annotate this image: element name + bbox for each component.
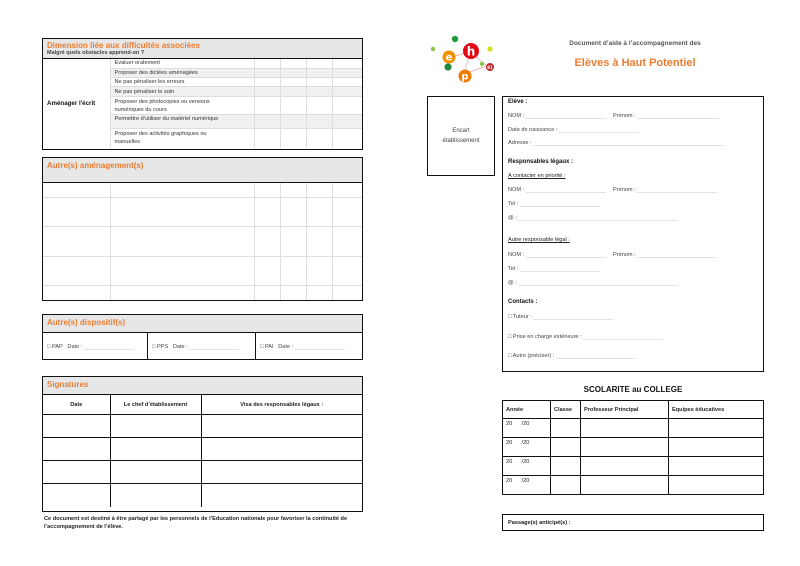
check-cell[interactable]: [306, 285, 332, 300]
signatures-table: [43, 394, 362, 507]
check-cell[interactable]: [280, 198, 306, 227]
annee-cell[interactable]: 20 /20: [503, 476, 551, 495]
scolarite-row: [503, 419, 764, 438]
date-field[interactable]: [84, 343, 134, 350]
email-label: @ :: [508, 280, 517, 286]
check-cell[interactable]: [254, 115, 280, 128]
check-cell[interactable]: [332, 128, 362, 148]
contacts-heading: Contacts :: [508, 299, 538, 305]
check-cell[interactable]: [306, 78, 332, 87]
check-cell[interactable]: [332, 68, 362, 77]
tuteur-field[interactable]: [533, 313, 613, 320]
encart-line1: Encart: [452, 128, 470, 134]
scolarite-row: [503, 476, 764, 495]
dispositif-label: PPS: [156, 344, 169, 350]
amenagement-item: Proposer des dictées aménagées: [110, 68, 254, 77]
date-field[interactable]: [295, 343, 345, 350]
equipes-cell[interactable]: [669, 476, 764, 495]
eleve-heading: Elève :: [508, 99, 528, 105]
row-label: Aménager l'écrit: [43, 59, 110, 148]
classe-cell[interactable]: [551, 476, 581, 495]
check-cell[interactable]: [254, 78, 280, 87]
column-header-annee: Année: [503, 401, 551, 419]
check-cell[interactable]: [306, 59, 332, 68]
document-title: Elèves à Haut Potentiel: [574, 57, 696, 69]
dimension-subtitle: Malgré quels obstacles apprend-on ?: [47, 50, 145, 56]
svg-text:91: 91: [487, 65, 493, 70]
autres-amenagements-header: [43, 158, 362, 183]
classe-cell[interactable]: [551, 457, 581, 476]
signature-cell[interactable]: [43, 484, 110, 507]
check-cell[interactable]: [332, 78, 362, 87]
tel-label: Tel :: [508, 266, 519, 272]
email-field[interactable]: [518, 214, 678, 221]
amenagement-cell[interactable]: [43, 227, 110, 256]
checkbox-icon[interactable]: □: [260, 344, 264, 350]
check-cell[interactable]: [254, 87, 280, 96]
prise-en-charge-field[interactable]: [583, 333, 663, 340]
check-cell[interactable]: [280, 128, 306, 148]
nom-field[interactable]: [526, 186, 606, 193]
equipes-cell[interactable]: [669, 419, 764, 438]
amenagement-cell[interactable]: [43, 256, 110, 285]
signatures-title: Signatures: [47, 380, 89, 389]
nom-label: NOM :: [508, 187, 525, 193]
check-cell[interactable]: [332, 115, 362, 128]
tuteur-label: □ Tuteur :: [508, 314, 532, 320]
amenagement-item: Evaluer oralement: [110, 59, 254, 68]
check-cell[interactable]: [280, 227, 306, 256]
check-cell[interactable]: [280, 96, 306, 115]
signature-cell[interactable]: [201, 415, 362, 438]
dispositif-pai[interactable]: [256, 333, 362, 359]
autre-prenom: [613, 251, 717, 258]
signature-cell[interactable]: [110, 461, 201, 484]
dimension-section: [42, 38, 363, 150]
check-cell[interactable]: [306, 256, 332, 285]
svg-text:p: p: [461, 71, 469, 83]
check-cell[interactable]: [280, 256, 306, 285]
naissance-label: Date de naissance :: [508, 127, 558, 133]
check-cell[interactable]: [332, 96, 362, 115]
prioritaire-prenom: [613, 186, 717, 193]
checkbox-icon[interactable]: □: [152, 344, 156, 350]
check-cell[interactable]: [254, 96, 280, 115]
check-cell[interactable]: [280, 285, 306, 300]
amenagement-item: Proposer des photocopies ou versions numériques du cours: [110, 96, 254, 115]
classe-cell[interactable]: [551, 419, 581, 438]
check-cell[interactable]: [306, 128, 332, 148]
autres-amenagements-title: Autre(s) aménagement(s): [47, 161, 144, 170]
check-cell[interactable]: [306, 198, 332, 227]
svg-text:e: e: [445, 52, 453, 64]
column-header-classe: Classe: [551, 401, 581, 419]
amenagement-item: Ne pas pénaliser les erreurs: [110, 78, 254, 87]
email-field[interactable]: [518, 279, 678, 286]
check-cell[interactable]: [254, 183, 280, 198]
signatures-header: [43, 377, 362, 394]
check-cell[interactable]: [280, 87, 306, 96]
amenagement-cell[interactable]: [110, 227, 254, 256]
signature-cell[interactable]: [110, 415, 201, 438]
check-cell[interactable]: [332, 227, 362, 256]
date-field[interactable]: [189, 343, 239, 350]
dot-small-green: [480, 62, 484, 66]
check-cell[interactable]: [332, 87, 362, 96]
professeur-cell[interactable]: [581, 419, 669, 438]
date-label: Date :: [278, 344, 294, 350]
check-cell[interactable]: [254, 59, 280, 68]
contact-autre[interactable]: [508, 352, 636, 359]
dispositif-pap[interactable]: [43, 333, 148, 359]
check-cell[interactable]: [332, 285, 362, 300]
tel-field[interactable]: [520, 200, 600, 207]
check-cell[interactable]: [280, 59, 306, 68]
check-cell[interactable]: [280, 68, 306, 77]
equipes-cell[interactable]: [669, 438, 764, 457]
check-cell[interactable]: [306, 68, 332, 77]
signatures-section: [42, 376, 363, 512]
eleve-info-section: [502, 96, 764, 372]
prenom-label: Prénom :: [613, 252, 636, 258]
prioritaire-email: [508, 214, 678, 221]
check-cell[interactable]: [280, 115, 306, 128]
check-cell[interactable]: [306, 96, 332, 115]
prioritaire-nom: [508, 186, 606, 193]
autre-field[interactable]: [556, 352, 636, 359]
classe-cell[interactable]: [551, 438, 581, 457]
eleve-prenom: [613, 112, 719, 119]
amenagement-cell[interactable]: [43, 285, 110, 300]
annee-cell[interactable]: 20 /20: [503, 438, 551, 457]
check-cell[interactable]: [280, 78, 306, 87]
prenom-field[interactable]: [637, 251, 717, 258]
eleve-adresse: [508, 139, 725, 146]
autre-email: [508, 279, 678, 286]
column-header-date: Date: [43, 395, 110, 415]
amenagement-cell[interactable]: [110, 256, 254, 285]
scolarite-row: [503, 457, 764, 476]
amenagement-cell[interactable]: [110, 198, 254, 227]
annee-cell[interactable]: 20 /20: [503, 419, 551, 438]
adresse-field[interactable]: [533, 139, 725, 146]
nom-label: NOM :: [508, 113, 525, 119]
professeur-cell[interactable]: [581, 476, 669, 495]
signature-cell[interactable]: [43, 438, 110, 461]
prise-en-charge-label: □ Prise en charge extérieure :: [508, 334, 582, 340]
document-subtitle: Document d’aide à l’accompagnement des: [569, 40, 701, 47]
dot-yellow: [487, 46, 492, 51]
signature-cell[interactable]: [110, 438, 201, 461]
prenom-field[interactable]: [637, 186, 717, 193]
autres-amenagements-table: [43, 183, 362, 300]
professeur-cell[interactable]: [581, 438, 669, 457]
eleve-nom: [508, 112, 606, 119]
signature-cell[interactable]: [201, 438, 362, 461]
dispositifs-title: Autre(s) dispositif(s): [47, 318, 126, 327]
dispositif-pps[interactable]: [148, 333, 256, 359]
autres-amenagements-section: [42, 157, 363, 301]
amenagement-cell[interactable]: [43, 183, 110, 198]
scolarite-row: [503, 438, 764, 457]
annee-cell[interactable]: 20 /20: [503, 457, 551, 476]
dimension-table: [43, 59, 362, 148]
check-cell[interactable]: [280, 183, 306, 198]
signature-cell[interactable]: [43, 461, 110, 484]
amenagement-cell[interactable]: [110, 285, 254, 300]
prioritaire-tel: [508, 200, 600, 207]
column-header-professeur: Professeur Principal: [581, 401, 669, 419]
scolarite-title: SCOLARITE au COLLEGE: [583, 385, 683, 394]
autre-tel: [508, 265, 600, 272]
column-header-chef: Le chef d’établissement: [110, 395, 201, 415]
amenagement-cell[interactable]: [110, 183, 254, 198]
date-label: Date :: [67, 344, 83, 350]
prenom-label: Prénom :: [613, 113, 636, 119]
email-label: @ :: [508, 215, 517, 221]
check-cell[interactable]: [254, 285, 280, 300]
nom-field[interactable]: [526, 251, 606, 258]
check-cell[interactable]: [254, 256, 280, 285]
tel-field[interactable]: [520, 265, 600, 272]
amenagement-cell[interactable]: [43, 198, 110, 227]
svg-text:h: h: [466, 44, 476, 59]
check-cell[interactable]: [306, 87, 332, 96]
scolarite-table: [502, 400, 764, 495]
check-cell[interactable]: [332, 183, 362, 198]
responsables-heading: Responsables légaux :: [508, 159, 574, 165]
eleve-naissance: [508, 126, 639, 133]
date-label: Date :: [172, 344, 188, 350]
dot-green: [452, 36, 458, 42]
encart-line2: établissement: [442, 138, 480, 144]
dispositifs-section: [42, 314, 363, 360]
check-cell[interactable]: [254, 68, 280, 77]
naissance-field[interactable]: [559, 126, 639, 133]
professeur-cell[interactable]: [581, 457, 669, 476]
amenagement-item: Ne pas pénaliser le soin: [110, 87, 254, 96]
column-header-visa: Visa des responsables légaux :: [201, 395, 362, 415]
check-cell[interactable]: [254, 227, 280, 256]
autre-responsable-heading: Autre responsable légal :: [508, 237, 570, 243]
tel-label: Tel :: [508, 201, 519, 207]
dot-dark-green: [444, 63, 451, 70]
scolarite-section: [502, 400, 764, 495]
check-cell[interactable]: [306, 183, 332, 198]
signature-cell[interactable]: [201, 484, 362, 507]
equipes-cell[interactable]: [669, 457, 764, 476]
check-cell[interactable]: [306, 227, 332, 256]
contact-tuteur[interactable]: [508, 313, 613, 320]
signature-cell[interactable]: [110, 484, 201, 507]
check-cell[interactable]: [332, 256, 362, 285]
logo-graphic: [428, 30, 500, 88]
signature-cell[interactable]: [201, 461, 362, 484]
check-cell[interactable]: [254, 198, 280, 227]
check-cell[interactable]: [306, 115, 332, 128]
check-cell[interactable]: [332, 198, 362, 227]
autre-label: □ Autre (préciser) :: [508, 353, 555, 359]
dispositif-label: PAP: [51, 344, 63, 350]
dimension-title: Dimension liée aux difficultés associées: [47, 41, 200, 50]
ehp-logo: [428, 30, 500, 88]
check-cell[interactable]: [332, 59, 362, 68]
dot-light-green: [431, 47, 435, 51]
encart-etablissement: [427, 96, 495, 176]
prenom-field[interactable]: [637, 112, 719, 119]
passage-anticipe-label: Passage(s) anticipé(s) :: [508, 520, 571, 526]
nom-field[interactable]: [526, 112, 606, 119]
passage-anticipe-box[interactable]: [502, 514, 764, 531]
column-header-equipes: Equipes éducatives: [669, 401, 764, 419]
adresse-label: Adresse :: [508, 140, 532, 146]
check-cell[interactable]: [254, 128, 280, 148]
dispositifs-header: [43, 315, 362, 333]
dispositif-label: PAI: [264, 344, 274, 350]
checkbox-icon[interactable]: □: [47, 344, 51, 350]
amenagement-item: Proposer des activités graphiques ou manuelles: [110, 128, 254, 148]
amenagement-item: Permettre d’utiliser du matériel numérique: [110, 115, 254, 128]
prioritaire-heading: A contacter en priorité :: [508, 173, 566, 179]
dimension-header: [43, 39, 362, 59]
prenom-label: Prénom :: [613, 187, 636, 193]
contact-prise-en-charge[interactable]: [508, 333, 663, 340]
signature-cell[interactable]: [43, 415, 110, 438]
footer-note: Ce document est destiné à être partagé par les personnels de l’Education nationale pour favoriser la continuité de l’accompagnement de l’élève.: [44, 516, 348, 530]
nom-label: NOM :: [508, 252, 525, 258]
autre-nom: [508, 251, 606, 258]
